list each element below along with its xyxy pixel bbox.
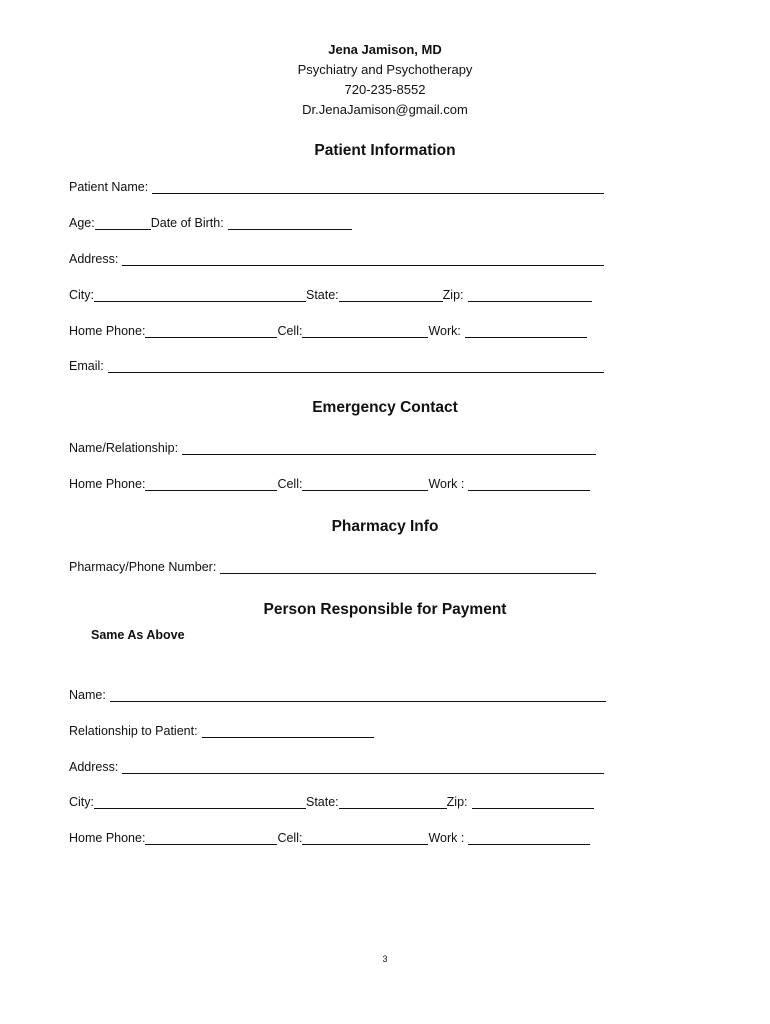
patient-address-row [69, 248, 604, 268]
doctor-phone: 720-235-8552 [344, 82, 426, 97]
payment-zip-field[interactable] [472, 808, 594, 809]
patient-address-label: Address: [69, 252, 119, 266]
emergency-work-field[interactable] [468, 490, 590, 491]
doctor-email: Dr.JenaJamison@gmail.com [302, 102, 468, 117]
patient-zip-field[interactable] [468, 301, 592, 302]
patient-email-field[interactable] [108, 372, 604, 373]
payment-name-field[interactable] [110, 701, 606, 702]
patient-address-field[interactable] [122, 265, 604, 266]
payment-address-row [69, 756, 604, 776]
payment-city-label: City: [69, 795, 94, 809]
payment-name-row [69, 684, 606, 704]
patient-cell-field[interactable] [302, 337, 428, 338]
patient-state-label: State: [306, 288, 339, 302]
emergency-home-phone-label: Home Phone: [69, 477, 146, 491]
patient-home-phone-field[interactable] [145, 337, 277, 338]
payment-relationship-field[interactable] [202, 737, 374, 738]
patient-work-field[interactable] [465, 337, 587, 338]
patient-name-label: Patient Name: [69, 180, 149, 194]
emergency-home-phone-field[interactable] [145, 490, 277, 491]
patient-cell-label: Cell: [277, 324, 303, 338]
payment-heading: Person Responsible for Payment [263, 601, 507, 618]
patient-home-phone-label: Home Phone: [69, 324, 146, 338]
same-as-above-note: Same As Above [91, 628, 185, 642]
doctor-specialty: Psychiatry and Psychotherapy [297, 62, 473, 77]
payment-cell-label: Cell: [277, 831, 303, 845]
dob-field[interactable] [228, 229, 352, 230]
patient-zip-label: Zip: [442, 288, 464, 302]
payment-cell-field[interactable] [302, 844, 428, 845]
payment-city-row [69, 791, 594, 811]
age-dob-row [69, 212, 352, 232]
pharmacy-row [69, 556, 596, 576]
payment-city-field[interactable] [94, 808, 306, 809]
payment-state-label: State: [306, 795, 339, 809]
payment-relationship-label: Relationship to Patient: [69, 724, 198, 738]
patient-email-row [69, 355, 604, 375]
emergency-name-relationship-label: Name/Relationship: [69, 441, 179, 455]
payment-relationship-row [69, 720, 374, 740]
patient-name-field[interactable] [152, 193, 604, 194]
patient-city-field[interactable] [94, 301, 306, 302]
payment-home-phone-field[interactable] [145, 844, 277, 845]
payment-address-label: Address: [69, 760, 119, 774]
patient-city-label: City: [69, 288, 94, 302]
payment-zip-label: Zip: [446, 795, 468, 809]
patient-city-row [69, 284, 592, 304]
emergency-cell-label: Cell: [277, 477, 303, 491]
emergency-name-relationship-field[interactable] [182, 454, 596, 455]
payment-name-label: Name: [69, 688, 106, 702]
pharmacy-phone-field[interactable] [220, 573, 596, 574]
pharmacy-phone-label: Pharmacy/Phone Number: [69, 560, 217, 574]
payment-work-label: Work : [428, 831, 465, 845]
payment-work-field[interactable] [468, 844, 590, 845]
patient-work-label: Work: [428, 324, 461, 338]
patient-info-heading: Patient Information [314, 142, 456, 159]
emergency-contact-heading: Emergency Contact [312, 399, 458, 416]
payment-address-field[interactable] [122, 773, 604, 774]
patient-phone-row [69, 320, 587, 340]
age-label: Age: [69, 216, 95, 230]
age-field[interactable] [95, 229, 151, 230]
emergency-phone-row [69, 473, 590, 493]
payment-state-field[interactable] [339, 808, 447, 809]
emergency-cell-field[interactable] [302, 490, 428, 491]
pharmacy-info-heading: Pharmacy Info [331, 518, 439, 535]
patient-state-field[interactable] [339, 301, 443, 302]
emergency-name-row [69, 437, 596, 457]
patient-email-label: Email: [69, 359, 104, 373]
page-number: 3 [382, 954, 388, 964]
doctor-name: Jena Jamison, MD [328, 42, 442, 57]
payment-home-phone-label: Home Phone: [69, 831, 146, 845]
dob-label: Date of Birth: [150, 216, 224, 230]
emergency-work-label: Work : [428, 477, 465, 491]
patient-name-row [69, 176, 604, 196]
payment-phone-row [69, 827, 590, 847]
